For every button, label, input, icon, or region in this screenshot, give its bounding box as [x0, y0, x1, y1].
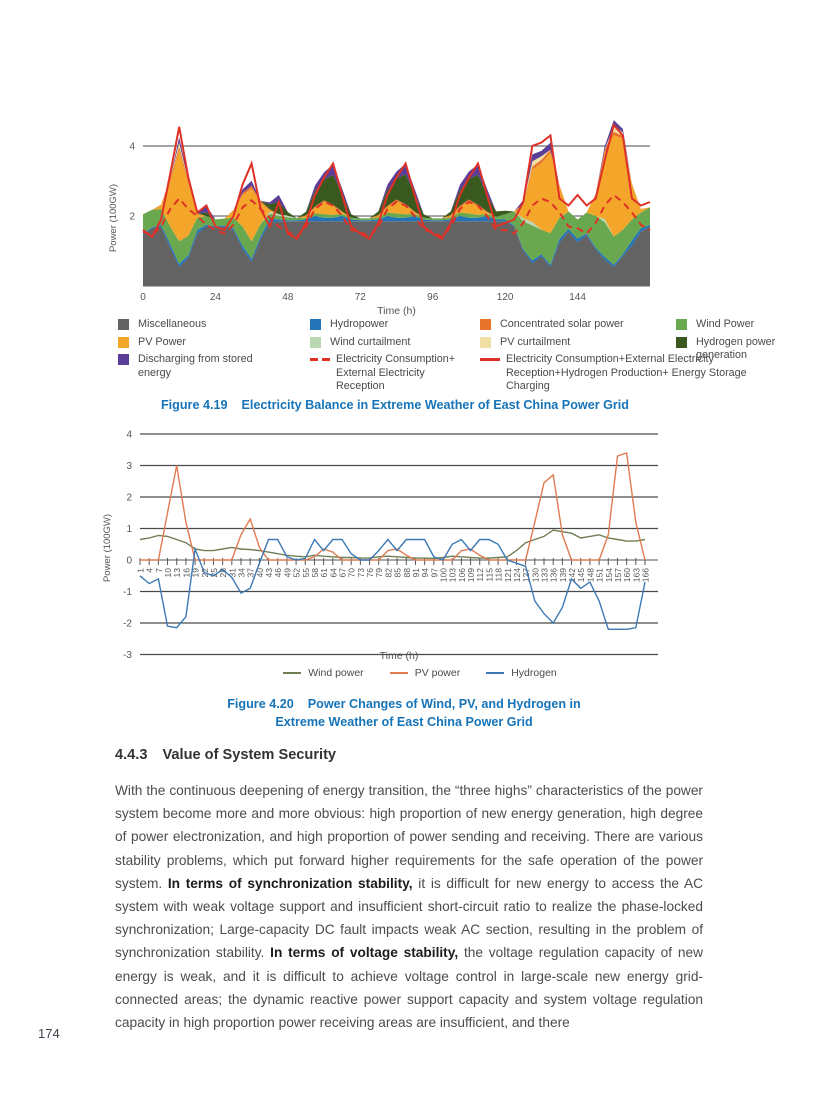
svg-text:160: 160	[622, 568, 633, 583]
svg-text:4: 4	[129, 141, 135, 153]
svg-text:97: 97	[429, 568, 440, 578]
svg-text:22: 22	[199, 568, 210, 578]
legend-label: Discharging from stored energy	[138, 353, 253, 379]
section-title: Value of System Security	[162, 747, 337, 763]
paragraph-run: With the continuous deepening of energy transition, the “three highs” characteristics of the power system become more and more obvious: high proportion of new energy generation, high degree of power electronization, and high proportion of power sending and receiving. There are various stability problems, which put forward higher requirements for the safe operation of the power system.	[115, 783, 703, 891]
svg-text:72: 72	[354, 292, 366, 303]
svg-text:145: 145	[576, 568, 587, 583]
svg-text:96: 96	[427, 292, 439, 303]
svg-text:4: 4	[144, 568, 155, 573]
x-axis-title: Time (h)	[379, 650, 419, 662]
svg-text:1: 1	[126, 524, 132, 535]
svg-text:166: 166	[640, 568, 651, 583]
legend-label: Wind Power	[696, 318, 755, 330]
svg-text:55: 55	[300, 568, 311, 578]
svg-text:58: 58	[309, 568, 320, 578]
svg-text:-2: -2	[123, 618, 132, 630]
svg-text:4: 4	[126, 429, 132, 441]
legend-swatch	[118, 337, 129, 348]
svg-text:139: 139	[557, 568, 568, 583]
svg-text:120: 120	[496, 292, 514, 303]
legend-label: Miscellaneous	[138, 318, 207, 330]
y-axis-title: Power (100GW)	[102, 513, 113, 583]
svg-text:130: 130	[530, 568, 541, 583]
svg-text:144: 144	[569, 292, 586, 303]
svg-text:91: 91	[410, 568, 421, 578]
svg-text:37: 37	[245, 568, 256, 578]
svg-text:76: 76	[365, 568, 376, 578]
legend-label: Hydrogen	[511, 667, 557, 679]
legend-item-hydrogen	[486, 667, 557, 679]
svg-text:127: 127	[521, 568, 532, 583]
legend-label: PV curtailment	[500, 335, 571, 348]
figure-4-19-chart	[100, 110, 660, 318]
legend-label: Wind curtailment	[330, 335, 411, 348]
svg-text:94: 94	[420, 568, 431, 578]
figure-4-19-legend	[100, 318, 810, 396]
legend-item-wind-power	[676, 318, 806, 332]
figure-4-20-caption-label: Figure 4.20	[227, 697, 294, 711]
legend-item-pv-power	[118, 336, 288, 350]
svg-text:103: 103	[447, 568, 458, 583]
svg-text:48: 48	[282, 292, 294, 303]
section-heading	[115, 747, 336, 763]
legend-item-electricity-consumption-extern	[310, 353, 468, 394]
y-axis-title: Power (100GW)	[108, 183, 119, 253]
body-paragraph	[115, 779, 703, 1034]
figure-4-19-caption-label: Figure 4.19	[160, 398, 228, 412]
line-pv-power	[140, 453, 645, 560]
svg-text:61: 61	[319, 568, 330, 578]
svg-text:154: 154	[603, 568, 614, 583]
svg-text:46: 46	[273, 568, 284, 578]
svg-text:67: 67	[337, 568, 348, 578]
svg-text:25: 25	[208, 568, 219, 578]
svg-text:100: 100	[438, 568, 449, 583]
svg-text:148: 148	[585, 568, 596, 583]
figure-4-20-legend	[100, 667, 740, 679]
svg-text:73: 73	[355, 568, 366, 578]
svg-text:3: 3	[126, 461, 132, 472]
legend-swatch	[480, 319, 491, 330]
legend-item-hydrogen-power-generation	[676, 336, 806, 363]
svg-text:43: 43	[264, 568, 275, 578]
legend-swatch	[118, 319, 129, 330]
paragraph-bold-run: In terms of voltage stability,	[270, 945, 459, 961]
legend-item-discharging-from-stored-energy	[118, 353, 288, 380]
svg-text:118: 118	[493, 568, 504, 582]
svg-text:10: 10	[163, 568, 174, 578]
legend-swatch	[310, 319, 321, 330]
legend-swatch	[480, 358, 500, 361]
legend-item-pv-power	[390, 667, 461, 679]
svg-text:136: 136	[548, 568, 559, 583]
legend-column	[676, 318, 806, 367]
svg-text:115: 115	[484, 568, 495, 582]
svg-text:7: 7	[153, 568, 164, 573]
legend-item-wind-curtailment	[310, 336, 468, 350]
svg-text:133: 133	[539, 568, 550, 583]
svg-text:2: 2	[129, 211, 135, 223]
legend-swatch	[310, 337, 321, 348]
svg-text:121: 121	[502, 568, 513, 583]
figure-4-20-caption-line2: Extreme Weather of East China Power Grid	[275, 715, 533, 729]
svg-text:2: 2	[126, 492, 132, 504]
svg-text:85: 85	[392, 568, 403, 578]
svg-text:40: 40	[254, 568, 265, 578]
legend-swatch	[283, 672, 301, 674]
legend-item-hydropower	[310, 318, 468, 332]
svg-text:88: 88	[401, 568, 412, 578]
section-number: 4.4.3	[115, 747, 148, 763]
legend-swatch	[118, 354, 129, 365]
legend-column	[310, 318, 468, 398]
figure-4-19-caption	[70, 396, 720, 414]
svg-text:124: 124	[511, 568, 522, 583]
svg-text:31: 31	[227, 568, 238, 578]
svg-text:52: 52	[291, 568, 302, 578]
legend-swatch	[486, 672, 504, 674]
svg-text:16: 16	[181, 568, 192, 578]
svg-text:163: 163	[631, 568, 642, 583]
legend-label: Electricity Consumption+External Electricity Reception+Hydrogen Production+ Energy Storage Charging	[506, 353, 747, 392]
legend-label: PV Power	[138, 335, 187, 348]
svg-text:112: 112	[475, 568, 486, 582]
svg-text:49: 49	[282, 568, 293, 578]
legend-column	[118, 318, 288, 384]
svg-text:24: 24	[209, 292, 221, 303]
paragraph-bold-run: In terms of synchronization stability,	[167, 875, 413, 891]
x-axis-title: Time (h)	[377, 305, 416, 317]
legend-swatch	[310, 358, 330, 361]
svg-text:34: 34	[236, 568, 247, 578]
figure-4-20-caption	[64, 695, 744, 731]
paragraph-run: the voltage regulation capacity of new energy is weak, and it is difficult to achieve voltage control in large-scale new energy grid-connected areas; the dynamic reactive power support capacity and system voltage regulation capacity in high proportion power receiving areas are insufficient, and there	[115, 945, 703, 1031]
svg-text:19: 19	[190, 568, 201, 578]
page-number: 174	[38, 1026, 60, 1041]
figure-4-20-caption-line1: Power Changes of Wind, PV, and Hydrogen in	[307, 697, 581, 711]
paragraph-run: it is difficult for new energy to access the AC system with weak voltage support and insufficient short-circuit ratio to realize the phase-locked synchronization; Large-capacity DC fault impacts weak AC section, resulting in the problem of synchronization stability.	[115, 875, 704, 961]
svg-text:28: 28	[218, 568, 229, 578]
svg-text:-1: -1	[123, 587, 132, 598]
svg-text:142: 142	[567, 568, 578, 583]
legend-label: Wind power	[308, 667, 364, 679]
svg-text:79: 79	[374, 568, 385, 578]
legend-swatch	[676, 337, 687, 348]
svg-text:157: 157	[612, 568, 623, 583]
svg-text:82: 82	[383, 568, 394, 578]
svg-text:64: 64	[328, 568, 339, 578]
legend-item-miscellaneous	[118, 318, 288, 332]
svg-text:1: 1	[135, 568, 146, 573]
legend-label: Electricity Consumption+ External Electricity Reception	[336, 353, 456, 392]
svg-text:0: 0	[140, 292, 146, 303]
svg-text:70: 70	[346, 568, 357, 578]
figure-4-20-chart	[100, 418, 680, 668]
legend-swatch	[390, 672, 408, 674]
figure-4-19-caption-text: Electricity Balance in Extreme Weather of East China Power Grid	[241, 398, 629, 412]
svg-text:151: 151	[594, 568, 605, 583]
svg-text:106: 106	[456, 568, 467, 583]
svg-text:0: 0	[126, 555, 132, 567]
legend-label: Hydropower	[330, 318, 389, 330]
svg-text:13: 13	[172, 568, 183, 578]
legend-item-wind-power	[283, 667, 363, 679]
legend-label: Hydrogen power generation	[696, 335, 776, 361]
legend-swatch	[676, 319, 687, 330]
svg-text:-3: -3	[123, 650, 132, 661]
legend-label: PV power	[414, 667, 461, 679]
legend-swatch	[480, 337, 491, 348]
svg-text:109: 109	[466, 568, 477, 583]
legend-label: Concentrated solar power	[500, 318, 624, 330]
